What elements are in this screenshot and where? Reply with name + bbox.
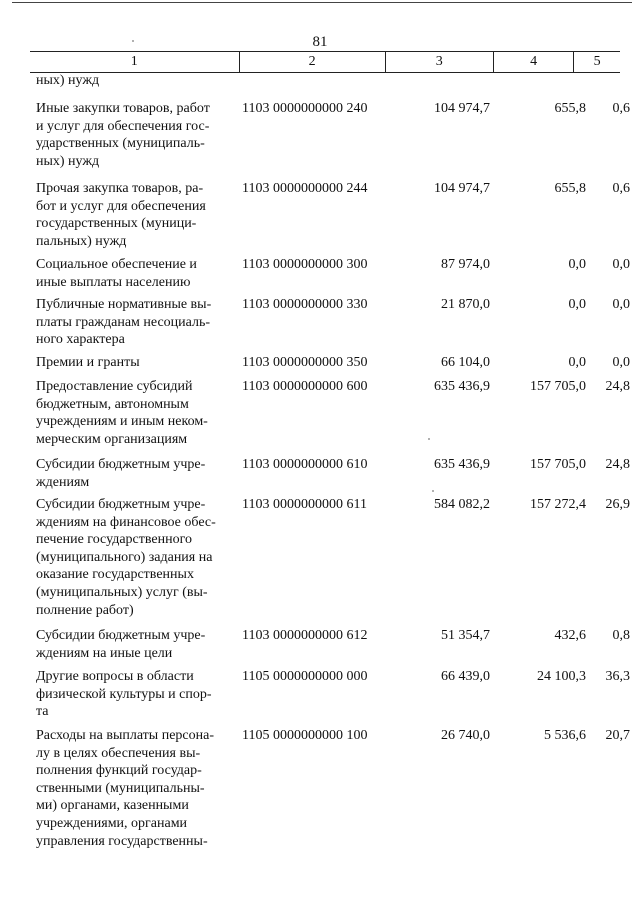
- expense-name-line: Другие вопросы в области: [36, 669, 194, 684]
- value-col-5: 0,6: [612, 181, 630, 196]
- header-col-1: 1: [130, 54, 138, 69]
- expense-name-line: учреждениям и иным неком-: [36, 414, 208, 430]
- expense-name-line: та: [36, 704, 49, 720]
- value-col-3: 584 082,2: [434, 497, 490, 512]
- expense-name: [36, 180, 236, 250]
- header-col-4: 4: [493, 52, 573, 72]
- expense-name-line: (муниципального) задания на: [36, 549, 213, 565]
- scan-speck: [428, 438, 430, 440]
- expense-name: [36, 100, 236, 170]
- value-col-4: 157 272,4: [530, 497, 586, 512]
- expense-name-line: Премии и гранты: [36, 355, 140, 370]
- expense-name-line: ударственных (муниципаль-: [36, 136, 205, 152]
- expense-name-line: мерческим организациям: [36, 431, 188, 447]
- expense-name-line: оказание государственных: [36, 567, 194, 583]
- expense-name-line: Субсидии бюджетным учре-: [36, 457, 206, 472]
- budget-code: 1103 0000000000 330: [242, 297, 368, 312]
- expense-name-line: учреждениями, органами: [36, 815, 188, 831]
- budget-code: 1103 0000000000 300: [242, 257, 368, 272]
- value-col-4: 5 536,6: [544, 728, 586, 743]
- value-col-4: 0,0: [568, 297, 586, 312]
- value-col-5: 24,8: [605, 379, 630, 394]
- value-col-4: 157 705,0: [530, 379, 586, 394]
- value-col-4: 432,6: [554, 628, 586, 643]
- value-col-4: 655,8: [554, 101, 586, 116]
- expense-name: [36, 627, 236, 662]
- expense-name-line: ждениям: [36, 474, 90, 490]
- scan-speck: [432, 490, 434, 492]
- value-col-5: 26,9: [605, 497, 630, 512]
- header-col-3: 3: [385, 52, 493, 72]
- expense-name-line: Субсидии бюджетным учре-: [36, 628, 206, 643]
- value-col-5: 20,7: [605, 728, 630, 743]
- header-col-2: 2: [239, 52, 385, 72]
- budget-code: 1103 0000000000 600: [242, 379, 368, 394]
- expense-name-line: лу в целях обеспечения вы-: [36, 745, 201, 761]
- budget-code: 1103 0000000000 612: [242, 628, 368, 643]
- value-col-5: 0,6: [612, 101, 630, 116]
- value-col-4: 655,8: [554, 181, 586, 196]
- expense-name-line: бюджетным, автономным: [36, 396, 189, 412]
- budget-code: 1103 0000000000 350: [242, 355, 368, 370]
- value-col-3: 104 974,7: [434, 101, 490, 116]
- budget-code: 1105 0000000000 000: [242, 669, 368, 684]
- expense-name-line: Субсидии бюджетным учре-: [36, 497, 206, 512]
- expense-name-line: управления государственны-: [36, 833, 208, 849]
- value-col-5: 36,3: [605, 669, 630, 684]
- value-col-3: 51 354,7: [441, 628, 490, 643]
- expense-name-line: ждениям на финансовое обес-: [36, 514, 216, 530]
- expense-name: [36, 354, 236, 372]
- value-col-3: 87 974,0: [441, 257, 490, 272]
- value-col-4: 157 705,0: [530, 457, 586, 472]
- expense-name-line: ного характера: [36, 332, 125, 348]
- value-col-3: 104 974,7: [434, 181, 490, 196]
- value-col-5: 24,8: [605, 457, 630, 472]
- table-header: [30, 51, 620, 73]
- expense-name: [36, 496, 236, 619]
- expense-name-line: иные выплаты населению: [36, 274, 191, 290]
- expense-name: [36, 456, 236, 491]
- value-col-4: 0,0: [568, 257, 586, 272]
- value-col-3: 21 870,0: [441, 297, 490, 312]
- page-number: 81: [312, 34, 328, 50]
- top-rule: [12, 2, 632, 3]
- expense-name: [36, 727, 236, 850]
- expense-name-line: Предоставление субсидий: [36, 379, 193, 394]
- expense-name-line: пальных) нужд: [36, 233, 127, 249]
- budget-code: 1103 0000000000 611: [242, 497, 367, 512]
- budget-code: 1103 0000000000 610: [242, 457, 368, 472]
- expense-name-line: платы гражданам несоциаль-: [36, 314, 211, 330]
- expense-name-line: Иные закупки товаров, работ: [36, 101, 210, 116]
- value-col-5: 0,0: [612, 257, 630, 272]
- expense-name-line: ми) органами, казенными: [36, 798, 189, 814]
- expense-name-line: ственными (муниципальны-: [36, 780, 205, 796]
- value-col-4: 24 100,3: [537, 669, 586, 684]
- expense-name-line: Публичные нормативные вы-: [36, 297, 212, 312]
- expense-name-line: физической культуры и спор-: [36, 686, 212, 702]
- value-col-5: 0,0: [612, 297, 630, 312]
- expense-name-line: полнения функций государ-: [36, 763, 202, 779]
- expense-name-line: и услуг для обеспечения гос-: [36, 118, 210, 134]
- expense-name-line: Расходы на выплаты персона-: [36, 728, 214, 743]
- expense-name-line: ных) нужд: [36, 153, 100, 169]
- expense-name-line: печение государственного: [36, 532, 192, 548]
- expense-name-line: государственных (муници-: [36, 216, 197, 232]
- expense-name-line: полнение работ): [36, 602, 134, 618]
- expense-name-line: Социальное обеспечение и: [36, 257, 197, 272]
- scan-speck: [132, 40, 134, 42]
- expense-name: [36, 72, 236, 90]
- value-col-5: 0,0: [612, 355, 630, 370]
- budget-code: 1103 0000000000 240: [242, 101, 368, 116]
- expense-name-line: ждениям на иные цели: [36, 645, 173, 661]
- expense-name: [36, 296, 236, 349]
- expense-name-line: бот и услуг для обеспечения: [36, 198, 206, 214]
- expense-name-line: Прочая закупка товаров, ра-: [36, 181, 204, 196]
- value-col-4: 0,0: [568, 355, 586, 370]
- budget-code: 1103 0000000000 244: [242, 181, 368, 196]
- header-col-5: 5: [573, 52, 620, 72]
- expense-name: [36, 668, 236, 721]
- value-col-3: 66 439,0: [441, 669, 490, 684]
- value-col-5: 0,8: [612, 628, 630, 643]
- expense-name-line: (муниципальных) услуг (вы-: [36, 584, 208, 600]
- value-col-3: 635 436,9: [434, 457, 490, 472]
- expense-name: [36, 256, 236, 291]
- value-col-3: 26 740,0: [441, 728, 490, 743]
- value-col-3: 635 436,9: [434, 379, 490, 394]
- expense-name-line: ных) нужд: [36, 73, 100, 88]
- value-col-3: 66 104,0: [441, 355, 490, 370]
- budget-code: 1105 0000000000 100: [242, 728, 368, 743]
- expense-name: [36, 378, 236, 448]
